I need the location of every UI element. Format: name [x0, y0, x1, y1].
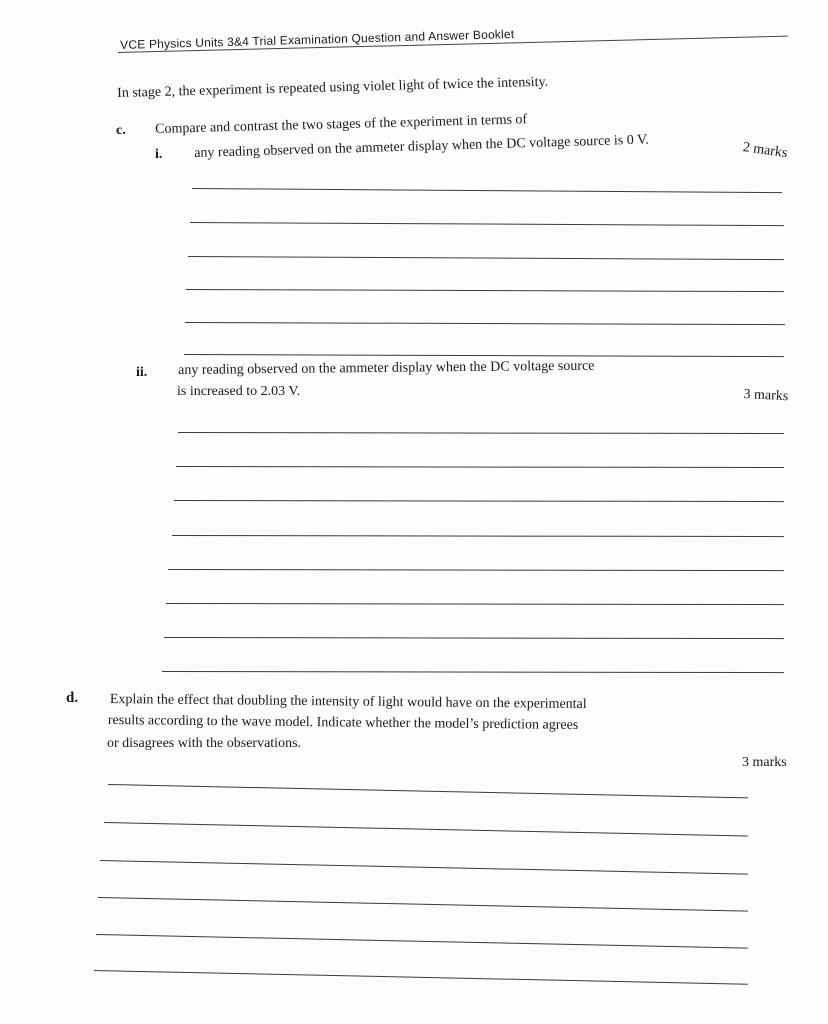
answer-line[interactable]: [184, 354, 784, 357]
answer-line[interactable]: [174, 500, 784, 502]
part-d-question-line2: results according to the wave model. Indicate whether the model’s prediction agrees: [107, 713, 579, 733]
page-header: VCE Physics Units 3&4 Trial Examination Question and Answer Booklet: [120, 26, 515, 52]
answer-line[interactable]: [162, 671, 784, 673]
answer-line[interactable]: [190, 222, 784, 226]
answer-line[interactable]: [186, 289, 784, 292]
part-c-ii-marks: 3 marks: [743, 387, 789, 405]
part-c-ii-label: ii.: [136, 365, 148, 380]
answer-line[interactable]: [172, 535, 784, 537]
part-c-ii-question-line2: is increased to 2.03 V.: [177, 384, 301, 399]
answer-line[interactable]: [178, 432, 784, 434]
answer-line[interactable]: [168, 569, 784, 571]
answer-line[interactable]: [98, 897, 748, 912]
answer-line[interactable]: [164, 637, 784, 639]
part-c-label: c.: [116, 123, 126, 138]
part-d-question-line3: or disagrees with the observations.: [107, 736, 302, 751]
part-c-i-label: i.: [155, 147, 163, 162]
answer-line[interactable]: [104, 822, 748, 836]
answer-line[interactable]: [94, 970, 748, 985]
answer-line[interactable]: [96, 934, 748, 949]
answer-line[interactable]: [192, 188, 782, 193]
part-d-marks: 3 marks: [742, 755, 787, 770]
part-c-ii-question-line1: any reading observed on the ammeter display when the DC voltage source: [178, 358, 595, 378]
part-d-question-line1: Explain the effect that doubling the intensity of light would have on the experimental: [109, 692, 587, 712]
answer-line[interactable]: [100, 860, 748, 875]
part-c-stem: Compare and contrast the two stages of the experiment in terms of: [155, 112, 528, 137]
answer-line[interactable]: [166, 603, 784, 605]
answer-line[interactable]: [188, 256, 784, 260]
answer-line[interactable]: [176, 466, 784, 468]
stage-2-intro: In stage 2, the experiment is repeated using violet light of twice the intensity.: [117, 74, 549, 101]
answer-line[interactable]: [108, 784, 748, 798]
part-d-label: d.: [66, 690, 79, 706]
answer-line[interactable]: [185, 322, 785, 325]
part-c-i-marks: 2 marks: [741, 140, 789, 162]
part-c-i-question: any reading observed on the ammeter display when the DC voltage source is 0 V.: [194, 132, 650, 161]
